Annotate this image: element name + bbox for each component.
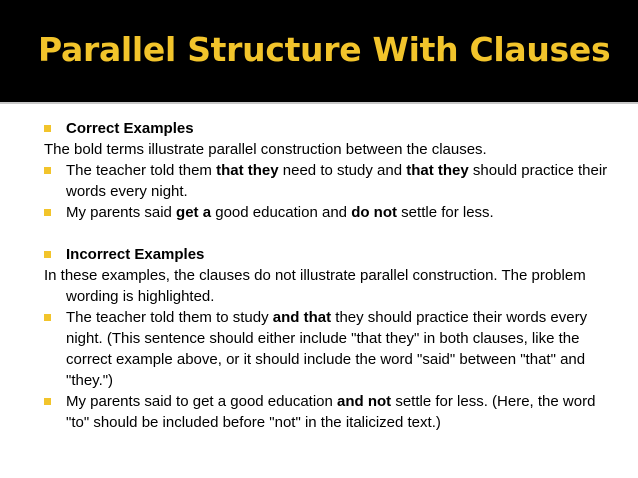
correct-intro: The bold terms illustrate parallel construction between the clauses. <box>44 141 487 158</box>
correct-heading: Correct Examples <box>66 120 194 137</box>
bold-term: and that <box>272 309 332 326</box>
square-bullet-icon <box>44 209 51 216</box>
correct-example-2 <box>44 202 614 223</box>
bold-term: that they <box>406 162 469 179</box>
text-run: they should practice their words every night. (This sentence should either include "that they" in both clauses, like the correct example above, or it should include the word "said" between "that" and "they.") <box>66 309 588 389</box>
bold-term: and not <box>337 393 392 410</box>
square-bullet-icon <box>44 398 51 405</box>
bold-term: do not <box>351 204 398 221</box>
text-run: good education and <box>211 204 352 221</box>
title-divider <box>0 102 638 104</box>
correct-heading-item <box>44 118 614 139</box>
incorrect-heading: Incorrect Examples <box>66 246 205 263</box>
text-run: The teacher told them <box>66 162 217 179</box>
text-run: My parents said to get a good education <box>66 393 338 410</box>
incorrect-example-1 <box>44 307 614 391</box>
section-gap <box>44 223 614 244</box>
text-run: My parents said <box>66 204 177 221</box>
incorrect-intro: In these examples, the clauses do not illustrate parallel construction. The problem wording is highlighted. <box>44 267 586 305</box>
text-run: The teacher told them to study <box>66 309 273 326</box>
bold-term: get a <box>176 204 212 221</box>
slide-title: Parallel Structure With Clauses <box>38 30 611 69</box>
text-run: settle for less. <box>397 204 494 221</box>
incorrect-heading-item <box>44 244 614 265</box>
text-run: settle for less. (Here, the word "to" should be included before "not" in the italicized text.) <box>66 393 596 431</box>
bold-term: that they <box>216 162 279 179</box>
title-bar <box>0 0 638 102</box>
slide-body <box>44 118 614 433</box>
text-run: should practice their words every night. <box>66 162 608 200</box>
square-bullet-icon <box>44 251 51 258</box>
text-run: need to study and <box>278 162 407 179</box>
square-bullet-icon <box>44 167 51 174</box>
incorrect-example-2 <box>44 391 614 433</box>
square-bullet-icon <box>44 314 51 321</box>
correct-example-1 <box>44 160 614 202</box>
square-bullet-icon <box>44 125 51 132</box>
